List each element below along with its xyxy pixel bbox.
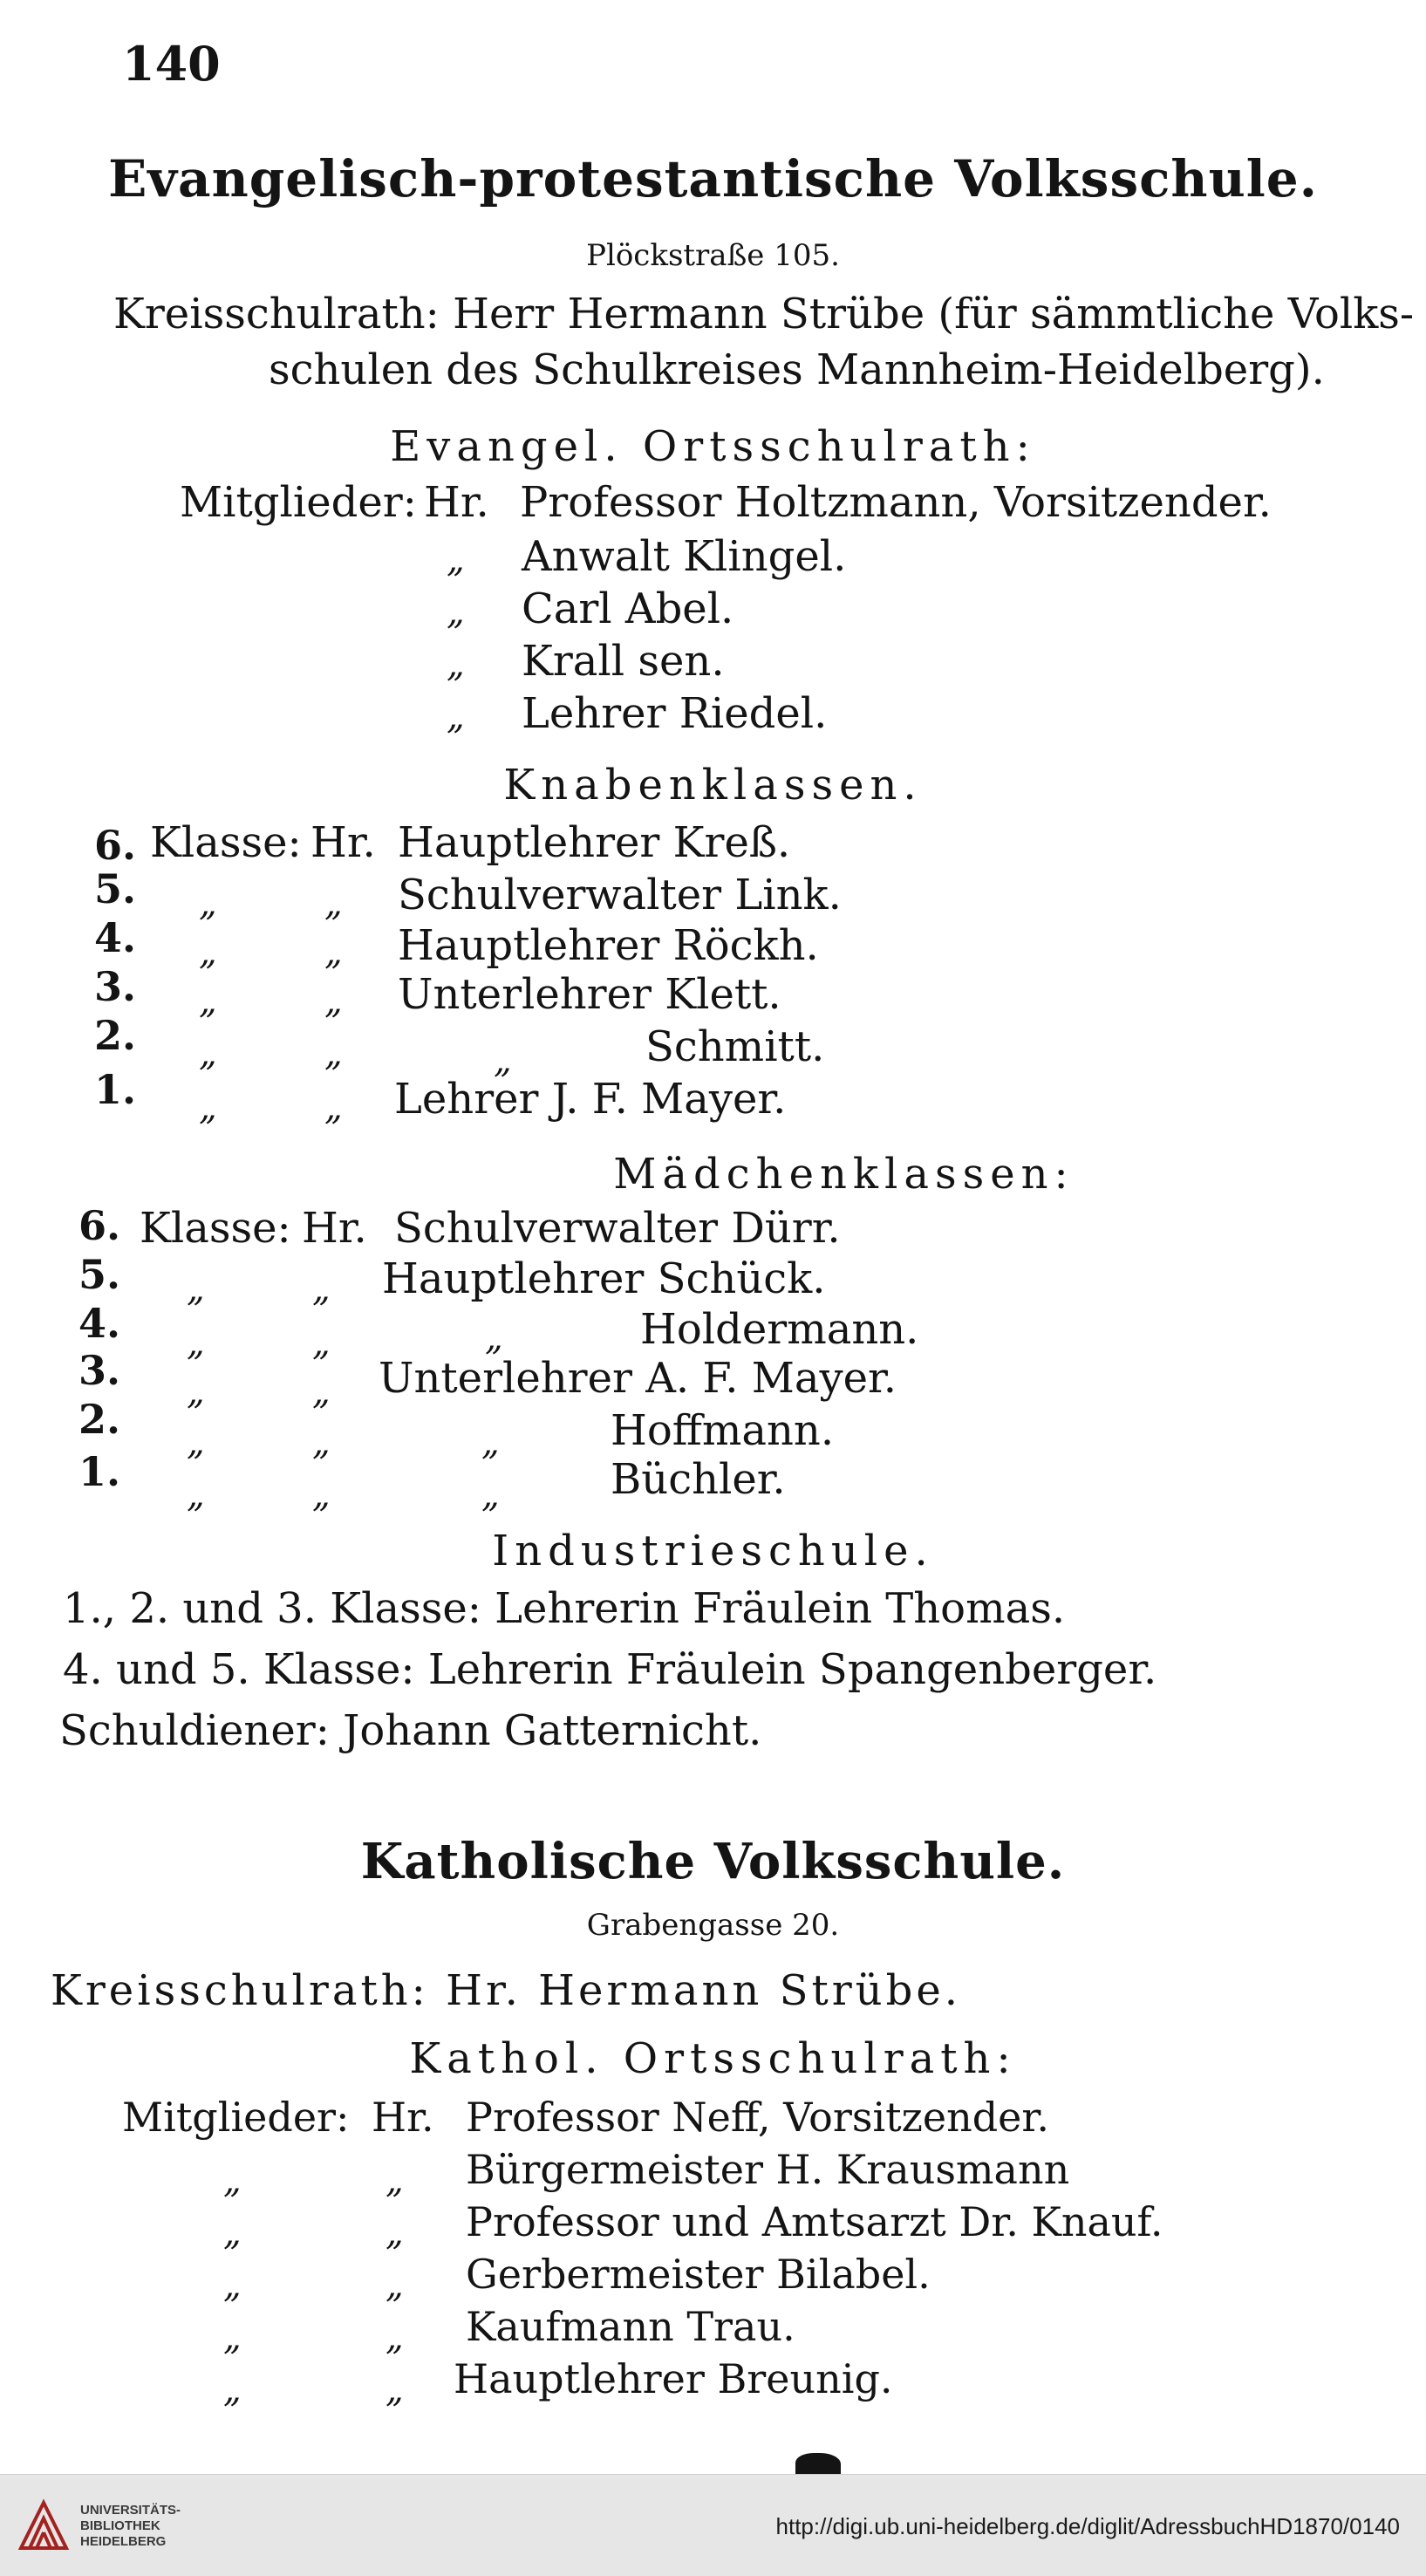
logo-line: BIBLIOTHEK <box>80 2518 160 2533</box>
knaben-heading: Knabenklassen. <box>503 761 923 810</box>
maedchen-heading: Mädchenklassen: <box>613 1150 1075 1199</box>
ditto-mark: „ <box>447 592 465 632</box>
library-logo-text <box>80 2503 181 2550</box>
ditto-mark: „ <box>187 1475 205 1515</box>
ditto-mark: „ <box>312 1372 331 1412</box>
member-name: Bürgermeister H. Krausmann <box>466 2146 1070 2193</box>
ditto-mark: „ <box>385 2318 404 2358</box>
ditto-mark: „ <box>481 1475 500 1515</box>
ditto-mark: „ <box>223 2265 242 2306</box>
kreisschulrath-line-2: schulen des Schulkreises Mannheim-Heidelberg). <box>269 345 1325 394</box>
ortsschulrath-heading-katholisch: Kathol. Ortsschulrath: <box>409 2034 1017 2083</box>
industrie-line-2: 4. und 5. Klasse: Lehrerin Fräulein Spangenberger. <box>63 1645 1157 1694</box>
member-prefix: Hr. <box>424 478 489 527</box>
teacher-name: Schulverwalter Link. <box>398 871 842 919</box>
address-katholisch: Grabengasse 20. <box>586 1908 840 1943</box>
ditto-mark: „ <box>385 2370 404 2410</box>
class-number: 3. <box>94 963 137 1010</box>
ditto-mark: „ <box>223 2318 242 2358</box>
ditto-mark: „ <box>223 2161 242 2201</box>
teacher-name: Lehrer J. F. Mayer. <box>394 1075 787 1124</box>
ditto-mark: „ <box>187 1323 205 1363</box>
member-name: Gerbermeister Bilabel. <box>466 2251 931 2298</box>
schuldiener: Schuldiener: Johann Gatternicht. <box>59 1706 762 1755</box>
ditto-mark: „ <box>447 540 465 580</box>
ditto-mark: „ <box>199 884 217 924</box>
member-prefix: Hr. <box>372 2094 434 2141</box>
teacher-name: Holdermann. <box>640 1305 919 1354</box>
class-number: 6. <box>78 1202 121 1249</box>
ditto-mark: „ <box>312 1475 331 1515</box>
ditto-mark: „ <box>312 1269 331 1309</box>
ditto-mark: „ <box>312 1323 331 1363</box>
member-name: Professor Holtzmann, Vorsitzender. <box>520 478 1272 527</box>
class-number: 4. <box>94 914 137 961</box>
ditto-mark: „ <box>199 1088 217 1128</box>
class-number: 3. <box>78 1347 121 1394</box>
ditto-mark: „ <box>485 1318 503 1358</box>
ditto-mark: „ <box>385 2213 404 2253</box>
class-prefix: Hr. <box>302 1204 367 1253</box>
class-number: 5. <box>94 865 137 912</box>
teacher-name: Hoffmann. <box>611 1406 835 1455</box>
teacher-name: Unterlehrer Klett. <box>398 970 781 1019</box>
class-number: 6. <box>94 822 137 869</box>
member-name: Lehrer Riedel. <box>522 689 828 738</box>
member-name: Carl Abel. <box>522 584 734 633</box>
class-label: Klasse: <box>140 1204 291 1253</box>
ditto-mark: „ <box>199 933 217 973</box>
member-name: Professor und Amtsarzt Dr. Knauf. <box>466 2198 1163 2245</box>
class-number: 2. <box>94 1012 137 1059</box>
teacher-name: Hauptlehrer Röckh. <box>398 921 819 970</box>
logo-line: UNIVERSITÄTS- <box>80 2503 181 2518</box>
ditto-mark: „ <box>187 1372 205 1412</box>
class-number: 5. <box>78 1251 121 1298</box>
ditto-mark: „ <box>312 1423 331 1463</box>
ditto-mark: „ <box>447 697 465 737</box>
member-name: Anwalt Klingel. <box>522 532 847 581</box>
kreisschulrath-katholisch: Kreisschulrath: Hr. Hermann Strübe. <box>51 1966 961 2015</box>
section-title-katholisch: Katholische Volksschule. <box>360 1833 1066 1890</box>
member-name: Hauptlehrer Breunig. <box>454 2355 893 2402</box>
ditto-mark: „ <box>223 2370 242 2410</box>
member-name: Kaufmann Trau. <box>466 2303 795 2350</box>
ditto-mark: „ <box>481 1423 500 1463</box>
member-name: Krall sen. <box>522 637 725 686</box>
industrie-heading: Industrieschule. <box>492 1527 934 1575</box>
class-label: Klasse: <box>150 818 302 867</box>
ditto-mark: „ <box>187 1269 205 1309</box>
teacher-name: Hauptlehrer Schück. <box>382 1254 826 1303</box>
permalink-url[interactable]: http://digi.ub.uni-heidelberg.de/diglit/AdressbuchHD1870/0140 <box>775 2513 1400 2539</box>
address-evangelisch: Plöckstraße 105. <box>586 238 840 273</box>
ditto-mark: „ <box>223 2213 242 2253</box>
page-number: 140 <box>122 36 221 92</box>
section-title-evangelisch: Evangelisch-protestantische Volksschule. <box>108 149 1318 208</box>
member-name: Professor Neff, Vorsitzender. <box>466 2094 1049 2141</box>
class-number: 1. <box>94 1066 137 1113</box>
viewer-footer <box>0 2474 1426 2576</box>
ditto-mark: „ <box>385 2265 404 2306</box>
members-label: Mitglieder: <box>180 478 417 527</box>
library-logo-icon <box>16 2497 72 2553</box>
teacher-name: Hauptlehrer Kreß. <box>398 818 791 867</box>
class-prefix: Hr. <box>310 818 376 867</box>
logo-line: HEIDELBERG <box>80 2534 167 2549</box>
ditto-mark: „ <box>187 1423 205 1463</box>
kreisschulrath-line-1: Kreisschulrath: Herr Hermann Strübe (für sämmtliche Volks- <box>113 290 1415 338</box>
ditto-mark: „ <box>324 981 343 1022</box>
class-number: 1. <box>78 1448 121 1495</box>
ditto-mark: „ <box>324 1034 343 1074</box>
class-number: 2. <box>78 1396 121 1443</box>
ditto-mark: „ <box>385 2161 404 2201</box>
ditto-mark: „ <box>324 884 343 924</box>
ortsschulrath-heading: Evangel. Ortsschulrath: <box>390 422 1036 471</box>
teacher-name: Schmitt. <box>645 1022 825 1071</box>
ditto-mark: „ <box>447 645 465 685</box>
ditto-mark: „ <box>494 1041 512 1081</box>
ditto-mark: „ <box>199 1034 217 1074</box>
class-number: 4. <box>78 1300 121 1347</box>
ditto-mark: „ <box>199 981 217 1022</box>
members-label: Mitglieder: <box>122 2094 350 2141</box>
teacher-name: Schulverwalter Dürr. <box>394 1204 841 1253</box>
industrie-line-1: 1., 2. und 3. Klasse: Lehrerin Fräulein Thomas. <box>63 1584 1066 1633</box>
ditto-mark: „ <box>324 1088 343 1128</box>
teacher-name: Büchler. <box>611 1455 786 1504</box>
teacher-name: Unterlehrer A. F. Mayer. <box>379 1354 897 1403</box>
ditto-mark: „ <box>324 933 343 973</box>
